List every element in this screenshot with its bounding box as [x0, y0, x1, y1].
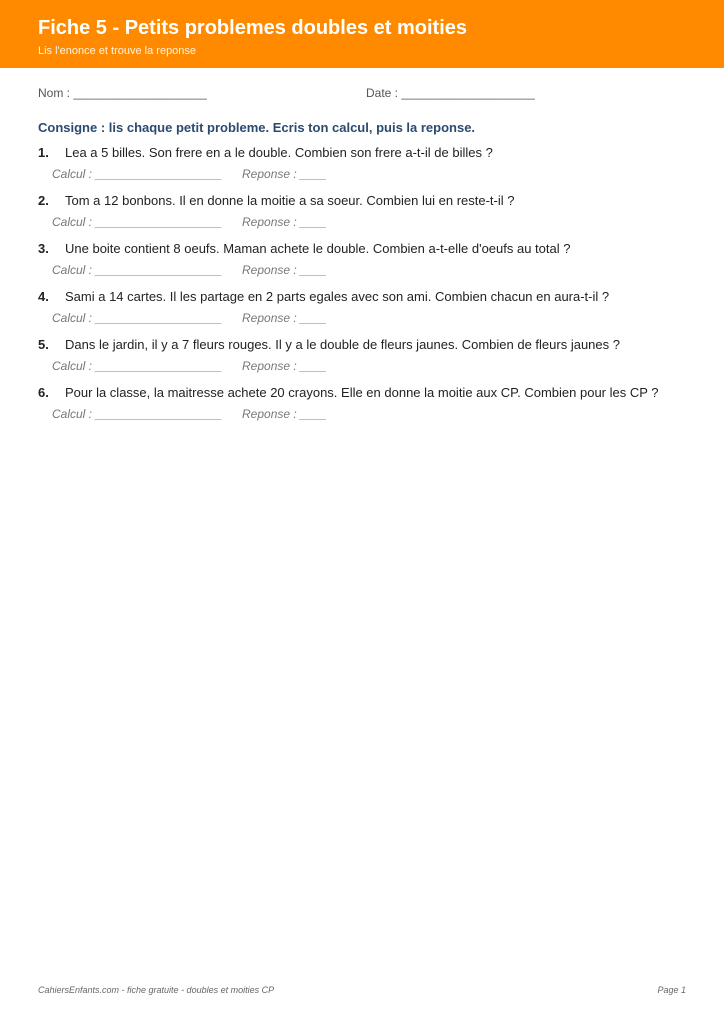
footer-source: CahiersEnfants.com - fiche gratuite - doubles et moities CP — [38, 985, 275, 995]
problem-item-1 — [0, 145, 724, 193]
problem-text: Tom a 12 bonbons. Il en donne la moitie a sa soeur. Combien lui en reste-t-il ? — [65, 193, 515, 208]
consigne-instruction: Consigne : lis chaque petit probleme. Ecris ton calcul, puis la reponse. — [38, 120, 476, 135]
problem-item-5 — [0, 337, 724, 385]
problem-text: Sami a 14 cartes. Il les partage en 2 parts egales avec son ami. Combien chacun en aura-t-il ? — [65, 289, 610, 304]
student-fields — [0, 86, 724, 102]
reponse-line: Reponse : ____ — [242, 263, 327, 277]
problem-text: Dans le jardin, il y a 7 fleurs rouges. Il y a le double de fleurs jaunes. Combien de fleurs jaunes ? — [65, 337, 620, 352]
problem-text: Une boite contient 8 oeufs. Maman achete le double. Combien a-t-elle d'oeufs au total ? — [65, 241, 571, 256]
problem-number: 2. — [38, 193, 49, 208]
problem-item-3 — [0, 241, 724, 289]
problem-text: Lea a 5 billes. Son frere en a le double. Combien son frere a-t-il de billes ? — [65, 145, 493, 160]
problem-number: 1. — [38, 145, 49, 160]
nom-field: Nom : ____________________ — [38, 86, 207, 100]
calcul-line: Calcul : ___________________ — [52, 407, 223, 421]
calcul-line: Calcul : ___________________ — [52, 311, 223, 325]
calcul-line: Calcul : ___________________ — [52, 167, 223, 181]
problem-number: 4. — [38, 289, 49, 304]
header-banner — [0, 0, 724, 68]
calcul-line: Calcul : ___________________ — [52, 263, 223, 277]
reponse-line: Reponse : ____ — [242, 311, 327, 325]
problem-number: 6. — [38, 385, 49, 400]
calcul-line: Calcul : ___________________ — [52, 215, 223, 229]
problem-item-6 — [0, 385, 724, 433]
problem-text: Pour la classe, la maitresse achete 20 crayons. Elle en donne la moitie aux CP. Combien pour les CP ? — [65, 385, 659, 400]
reponse-line: Reponse : ____ — [242, 407, 327, 421]
date-field: Date : ____________________ — [366, 86, 535, 100]
problem-number: 3. — [38, 241, 49, 256]
problem-item-4 — [0, 289, 724, 337]
page-title: Fiche 5 - Petits problemes doubles et moities — [38, 17, 467, 39]
reponse-line: Reponse : ____ — [242, 167, 327, 181]
page-subtitle: Lis l'enonce et trouve la reponse — [38, 45, 197, 57]
problem-list — [0, 145, 724, 433]
reponse-line: Reponse : ____ — [242, 359, 327, 373]
reponse-line: Reponse : ____ — [242, 215, 327, 229]
calcul-line: Calcul : ___________________ — [52, 359, 223, 373]
problem-item-2 — [0, 193, 724, 241]
problem-number: 5. — [38, 337, 49, 352]
footer-page-number: Page 1 — [657, 985, 686, 995]
